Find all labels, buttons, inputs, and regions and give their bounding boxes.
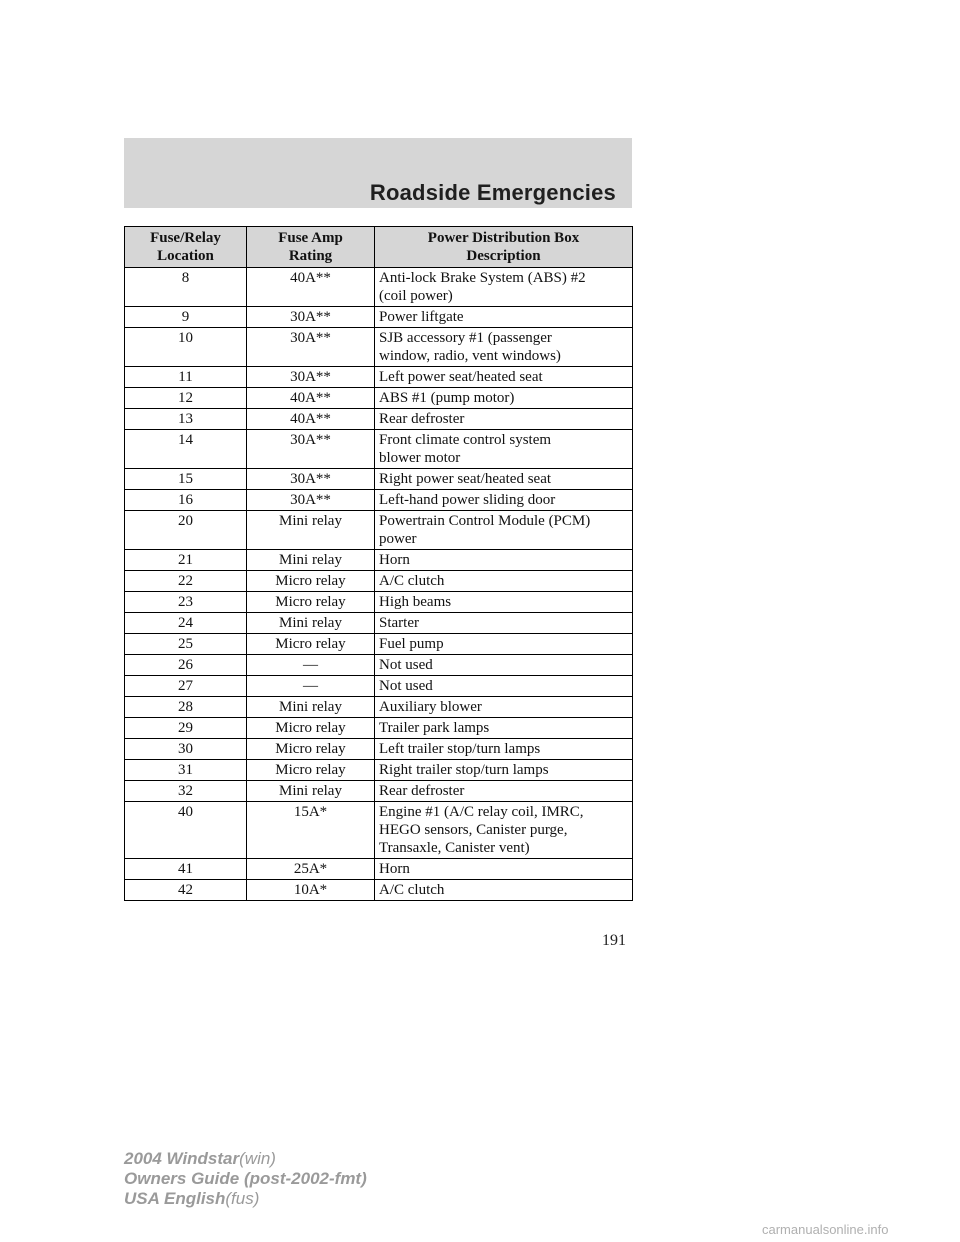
cell-rating: 30A** [247,307,375,328]
footer-line-3: USA English(fus) [124,1189,260,1208]
header-description: Power Distribution Box Description [375,227,633,268]
table-row [125,430,633,469]
cell-rating: 10A* [247,880,375,901]
cell-rating: Micro relay [247,760,375,781]
table-row [125,739,633,760]
cell-description [375,739,633,760]
table-row [125,655,633,676]
cell-location: 14 [125,430,247,469]
table-row [125,268,633,307]
cell-location: 40 [125,802,247,859]
cell-rating: 40A** [247,409,375,430]
cell-rating: Mini relay [247,781,375,802]
cell-location: 25 [125,634,247,655]
cell-rating: 40A** [247,388,375,409]
header-rating: Fuse Amp Rating [247,227,375,268]
fuse-relay-table [124,226,633,901]
cell-location: 42 [125,880,247,901]
cell-rating: Micro relay [247,571,375,592]
description-line: Left trailer stop/turn lamps [379,741,541,757]
description-line: ABS #1 (pump motor) [379,390,515,406]
cell-rating: 30A** [247,328,375,367]
cell-description [375,469,633,490]
cell-description [375,409,633,430]
cell-description [375,307,633,328]
cell-description [375,781,633,802]
cell-description [375,367,633,388]
table-row [125,802,633,859]
cell-description [375,697,633,718]
description-line: High beams [379,594,452,610]
cell-location: 15 [125,469,247,490]
table-row [125,676,633,697]
cell-rating: Mini relay [247,697,375,718]
description-line: Right power seat/heated seat [379,471,552,487]
description-line: Horn [379,861,410,877]
cell-description [375,880,633,901]
description-line: Front climate control system [379,432,552,448]
cell-rating: — [247,655,375,676]
description-line: Not used [379,657,433,673]
cell-description [375,655,633,676]
cell-location: 13 [125,409,247,430]
description-line: Left-hand power sliding door [379,492,556,508]
cell-location: 22 [125,571,247,592]
section-title: Roadside Emergencies [369,180,616,205]
description-line: Not used [379,678,433,694]
table-row [125,613,633,634]
table-row [125,550,633,571]
cell-description [375,859,633,880]
table-row [125,367,633,388]
description-line: Horn [379,552,410,568]
table-row [125,859,633,880]
table-row [125,697,633,718]
table-body [125,268,633,901]
table-row [125,307,633,328]
cell-description [375,328,633,367]
page-number: 191 [602,932,626,949]
cell-rating: 40A** [247,268,375,307]
description-line: Power liftgate [379,309,464,325]
cell-description [375,490,633,511]
cell-description [375,613,633,634]
table-row [125,880,633,901]
cell-location: 10 [125,328,247,367]
description-line: HEGO sensors, Canister purge, [379,822,568,838]
cell-rating: Micro relay [247,739,375,760]
description-line: window, radio, vent windows) [379,348,561,364]
cell-description [375,760,633,781]
cell-description [375,718,633,739]
cell-description [375,676,633,697]
description-line: SJB accessory #1 (passenger [379,330,552,346]
cell-rating: 30A** [247,430,375,469]
cell-rating: Micro relay [247,718,375,739]
cell-location: 21 [125,550,247,571]
cell-rating: 25A* [247,859,375,880]
description-line: (coil power) [379,288,453,304]
cell-description [375,430,633,469]
table-row [125,781,633,802]
cell-location: 8 [125,268,247,307]
description-line: Trailer park lamps [379,720,490,736]
cell-location: 30 [125,739,247,760]
description-line: Rear defroster [379,411,465,427]
section-header-band [124,138,632,208]
description-line: Right trailer stop/turn lamps [379,762,549,778]
table-header-row [125,227,633,268]
cell-location: 12 [125,388,247,409]
table-row [125,511,633,550]
cell-description [375,268,633,307]
table-row [125,490,633,511]
cell-rating: Mini relay [247,511,375,550]
cell-location: 16 [125,490,247,511]
table-row [125,388,633,409]
table-row [125,469,633,490]
description-line: Anti-lock Brake System (ABS) #2 [379,270,586,286]
cell-rating: Micro relay [247,592,375,613]
table-row [125,634,633,655]
cell-location: 20 [125,511,247,550]
table-row [125,571,633,592]
description-line: Transaxle, Canister vent) [379,840,530,856]
description-line: A/C clutch [379,882,445,898]
footer-line-2: Owners Guide (post-2002-fmt) [124,1169,367,1188]
cell-location: 9 [125,307,247,328]
cell-location: 31 [125,760,247,781]
description-line: A/C clutch [379,573,445,589]
cell-rating: 30A** [247,469,375,490]
cell-location: 29 [125,718,247,739]
table-row [125,718,633,739]
cell-rating: 15A* [247,802,375,859]
description-line: Fuel pump [379,636,444,652]
cell-description [375,511,633,550]
cell-location: 11 [125,367,247,388]
description-line: power [379,531,417,547]
document-footer [124,1149,367,1209]
cell-location: 26 [125,655,247,676]
description-line: Left power seat/heated seat [379,369,543,385]
cell-description [375,388,633,409]
description-line: Auxiliary blower [379,699,482,715]
cell-rating: 30A** [247,490,375,511]
cell-location: 24 [125,613,247,634]
cell-location: 27 [125,676,247,697]
description-line: blower motor [379,450,461,466]
table-row [125,328,633,367]
cell-description [375,802,633,859]
header-location: Fuse/Relay Location [125,227,247,268]
description-line: Starter [379,615,419,631]
table-row [125,760,633,781]
cell-rating: 30A** [247,367,375,388]
description-line: Powertrain Control Module (PCM) [379,513,591,529]
description-line: Engine #1 (A/C relay coil, IMRC, [379,804,584,820]
cell-description [375,550,633,571]
cell-description [375,592,633,613]
cell-location: 28 [125,697,247,718]
cell-rating: Micro relay [247,634,375,655]
cell-location: 23 [125,592,247,613]
cell-description [375,571,633,592]
description-line: Rear defroster [379,783,465,799]
cell-rating: Mini relay [247,613,375,634]
table-row [125,409,633,430]
cell-rating: — [247,676,375,697]
cell-location: 41 [125,859,247,880]
footer-line-1: 2004 Windstar(win) [124,1149,276,1168]
cell-rating: Mini relay [247,550,375,571]
watermark-text: carmanualsonline.info [762,1222,889,1237]
cell-location: 32 [125,781,247,802]
cell-description [375,634,633,655]
table-row [125,592,633,613]
